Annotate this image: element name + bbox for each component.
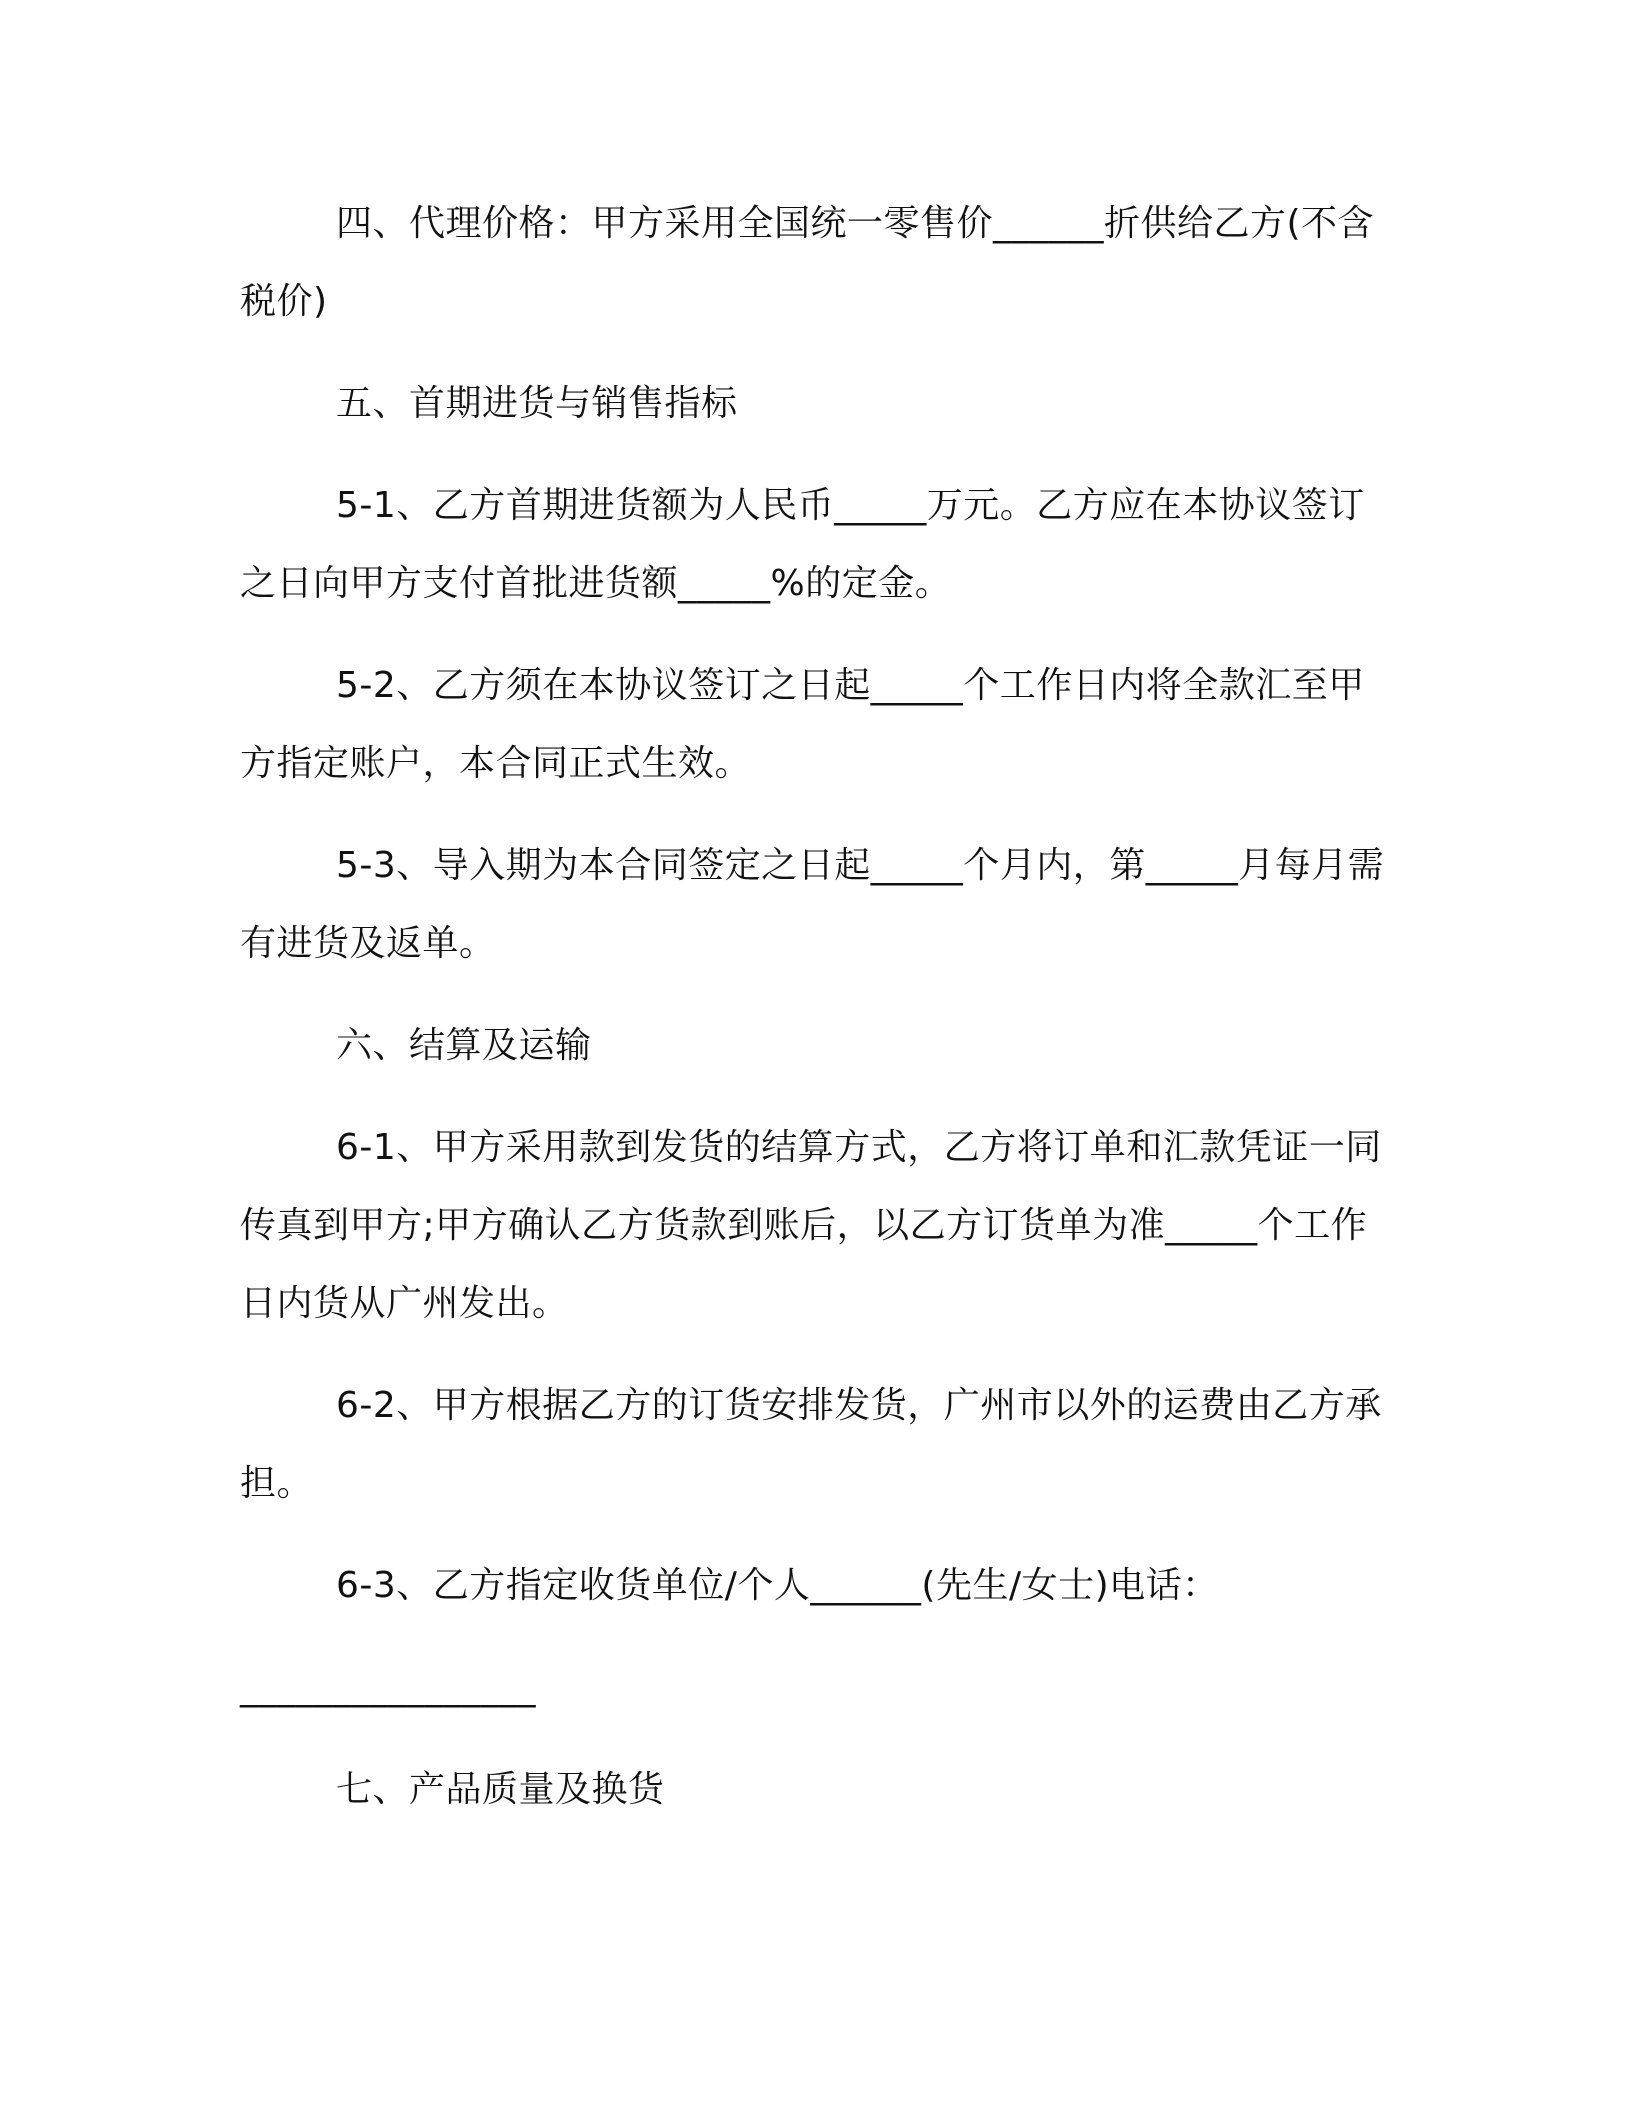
clause-5-1: 5-1、乙方首期进货额为人民币_____万元。乙方应在本协议签订之日向甲方支付首批进货额_____%的定金。 [240,485,1365,604]
section-heading-quality: 七、产品质量及换货 [336,1769,665,1810]
clause-5-2: 5-2、乙方须在本协议签订之日起_____个工作日内将全款汇至甲方指定账户，本合同正式生效。 [240,665,1365,784]
section-heading-settlement: 六、结算及运输 [336,1025,592,1066]
clause-6-1: 6-1、甲方采用款到发货的结算方式，乙方将订单和汇款凭证一同传真到甲方;甲方确认乙方货款到账后，以乙方订货单为准_____个工作日内货从广州发出。 [240,1127,1382,1324]
document-body [240,185,1390,1853]
clause-6-2: 6-2、甲方根据乙方的订货安排发货，广州市以外的运费由乙方承担。 [240,1385,1382,1504]
section-heading-initial-purchase: 五、首期进货与销售指标 [336,383,738,424]
clause-agency-price: 四、代理价格：甲方采用全国统一零售价______折供给乙方(不含税价) [240,203,1375,322]
phone-blank-line: ________________ [240,1667,536,1708]
clause-5-3: 5-3、导入期为本合同签定之日起_____个月内，第_____月每月需有进货及返单。 [240,845,1385,964]
clause-6-3: 6-3、乙方指定收货单位/个人______(先生/女士)电话： [336,1565,1219,1606]
